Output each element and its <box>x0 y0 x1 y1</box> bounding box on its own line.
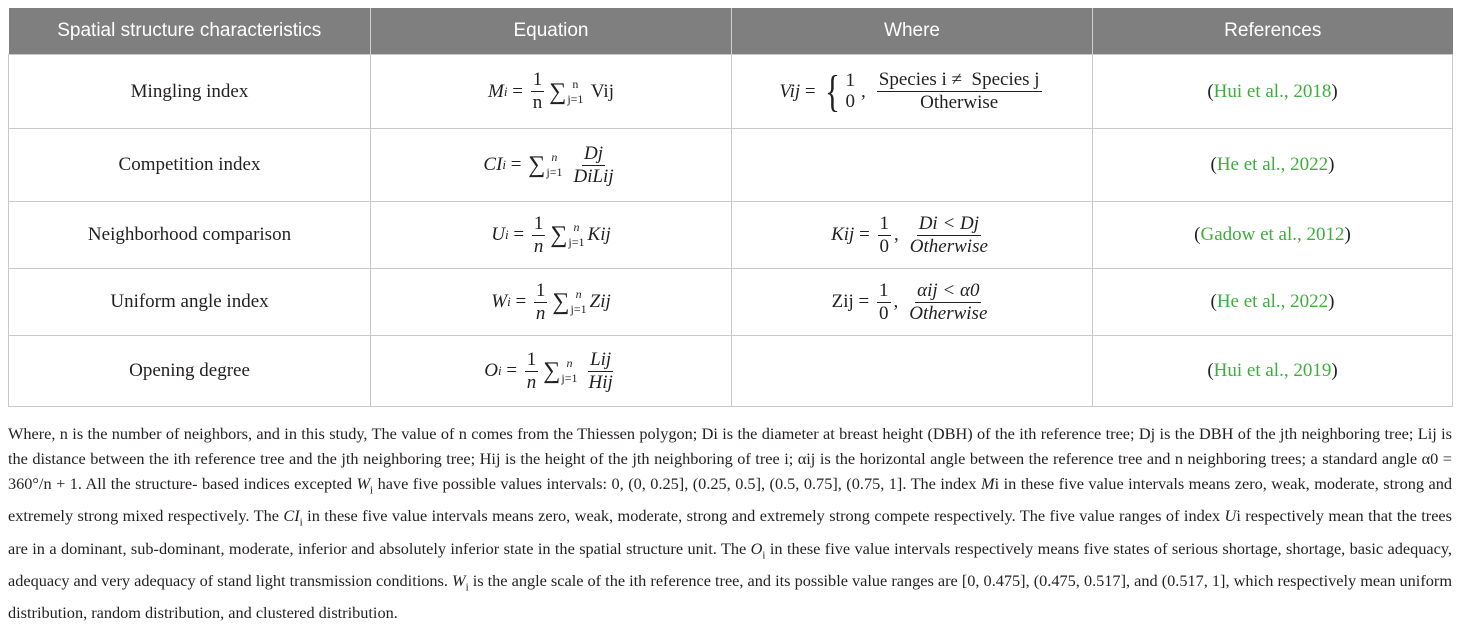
condition-bottom: Otherwise <box>909 235 988 257</box>
neighborhood-equation <box>491 214 611 257</box>
fraction <box>532 214 546 257</box>
sum-lower: j=1 <box>570 302 587 316</box>
opening-degree-equation <box>484 350 618 393</box>
eq-lhs: O <box>484 360 498 381</box>
condition-fraction <box>907 281 989 324</box>
summation-symbol: ∑ <box>543 358 561 384</box>
case-fraction <box>878 214 892 257</box>
condition-fraction <box>877 70 1042 113</box>
uniform-angle-equation <box>491 281 611 324</box>
summation-symbol: ∑ <box>549 78 567 105</box>
row-name: Mingling index <box>9 55 371 129</box>
sum-lower: j=1 <box>568 235 585 249</box>
eq-sign: = <box>501 360 522 381</box>
table-footnote <box>8 421 1452 625</box>
eq-lhs-sub: i <box>497 363 502 378</box>
case-top: 1 <box>879 212 890 234</box>
comma: , <box>861 80 866 102</box>
sum-upper-var: n <box>573 220 580 235</box>
reference-cell <box>1093 269 1453 336</box>
footnote-text: Where, n is the number of neighbors, and in this study, The value of n comes from the Thiessen polygon; Di is the diameter at breast height (DBH) of the ith reference tree; Dj is the DBH of the jth neighboring tree; Lij is the distance between the ith reference tree and the jth neighboring tree; Hij is the height of the jth neighboring of tree i; αij is the horizontal angle between the reference tree and n neighboring trees; a standard angle α0 = 360°/n + 1. All the structure- based indices excepted <box>8 424 1452 493</box>
table-row <box>9 269 1453 336</box>
row-name: Competition index <box>9 129 371 202</box>
where-cell <box>732 202 1093 269</box>
eq-term: Kij <box>587 224 611 245</box>
table-row <box>9 336 1453 407</box>
fraction-2 <box>587 350 615 393</box>
spatial-structure-table <box>8 8 1453 407</box>
footnote-var: W <box>356 474 371 493</box>
footnote-var: U <box>1224 506 1237 526</box>
eq-sign: = <box>853 291 875 312</box>
footnote-text: is the angle scale of the ith reference tree, and its possible value ranges are [0, 0.475], (0.475, 0.517], and (0.517, 1], which respectively mean uniform distribution, random distribution, and clustered distribution. <box>8 570 1452 622</box>
equation-cell <box>371 55 732 129</box>
sum-upper <box>571 288 587 301</box>
footnote-sub: i <box>370 484 374 497</box>
fraction <box>531 70 545 113</box>
reference-cell <box>1093 55 1453 129</box>
summation-limits <box>567 78 583 105</box>
sum-upper: n <box>572 76 579 91</box>
footnote-text: respectively mean that the trees are in a dominant, sub-dominant, moderate, inferior and absolutely inferior state in the spatial structure unit. The <box>8 506 1452 558</box>
paren-open: ( <box>1194 224 1201 245</box>
competition-equation <box>483 144 618 187</box>
equation-cell <box>371 269 732 336</box>
reference-cell <box>1093 202 1453 269</box>
eq-sign: = <box>508 224 529 245</box>
eq-lhs: M <box>488 80 504 102</box>
table-row <box>9 55 1453 129</box>
fraction-denominator: n <box>533 235 544 257</box>
case-bottom: 0 <box>879 302 889 324</box>
footnote-text: in these five value intervals means zero, weak, moderate, strong and extremely strong compete respectively. The five value ranges of index <box>302 506 1225 526</box>
fraction-denominator: n <box>526 371 537 393</box>
summation-limits <box>561 357 577 384</box>
equation-cell <box>371 336 732 407</box>
header-characteristics: Spatial structure characteristics <box>9 8 371 55</box>
summation-limits <box>568 221 584 248</box>
eq-lhs-sub: i <box>503 83 508 99</box>
paren-close: ) <box>1328 154 1335 175</box>
footnote-text: i <box>1236 506 1241 526</box>
paren-close: ) <box>1331 360 1338 381</box>
header-where: Where <box>732 8 1093 55</box>
condition-top: Di < Dj <box>918 212 980 234</box>
fraction-numerator: 1 <box>533 212 544 234</box>
table-container <box>8 8 1452 407</box>
equation-cell <box>371 129 732 202</box>
sum-upper <box>546 151 562 164</box>
paren-open: ( <box>1207 360 1214 381</box>
footnote-text: have five possible values intervals: 0, (0, 0.25], (0.25, 0.5], (0.5, 0.75], (0.75, 1]. The index <box>373 474 981 493</box>
header-equation: Equation <box>371 8 732 55</box>
case-bottom: 0 <box>879 235 890 257</box>
eq-lhs: W <box>491 291 508 312</box>
reference-cell <box>1093 129 1453 202</box>
row-name: Neighborhood comparison <box>9 202 371 269</box>
where-cell-empty <box>732 129 1093 202</box>
header-row <box>9 8 1453 55</box>
fraction <box>525 350 539 393</box>
fraction-denominator: n <box>532 92 543 113</box>
summation-symbol: ∑ <box>528 152 546 178</box>
condition-bottom: Otherwise <box>920 92 999 113</box>
footnote-text: in these five value intervals respectively means five states of serious shortage, shortage, basic adequacy, adequacy and very adequacy of stand light transmission conditions. <box>8 538 1452 590</box>
eq-lhs-sub: i <box>507 294 511 309</box>
eq-lhs-sub: i <box>504 227 509 242</box>
reference-cell <box>1093 336 1453 407</box>
eq-sign: = <box>507 80 528 102</box>
condition-top: Species i ≠ Species j <box>878 69 1040 91</box>
eq-term: Zij <box>589 291 611 312</box>
sum-upper-var: n <box>566 356 573 371</box>
reference-link[interactable]: Hui et al., 2018 <box>1213 80 1332 102</box>
case-top: 1 <box>879 279 889 301</box>
sum-lower: j=1 <box>567 91 584 106</box>
eq-sign: = <box>800 80 821 102</box>
table-row <box>9 129 1453 202</box>
brace: { <box>825 66 841 116</box>
fraction-2-numerator: Lij <box>590 348 612 370</box>
footnote-var: W <box>452 570 466 590</box>
fraction-numerator: 1 <box>526 348 537 370</box>
condition-bottom: Otherwise <box>909 302 988 324</box>
paren-close: ) <box>1344 224 1351 245</box>
sum-upper-var: n <box>575 287 582 302</box>
mingling-equation <box>488 70 614 113</box>
paren-open: ( <box>1207 80 1214 102</box>
paren-close: ) <box>1331 80 1338 102</box>
summation-symbol: ∑ <box>552 289 570 315</box>
reference-link[interactable]: He et al., 2022 <box>1216 154 1329 175</box>
sum-lower: j=1 <box>561 371 578 385</box>
fraction-numerator: Dj <box>584 142 604 164</box>
comma: , <box>893 291 899 312</box>
footnote-var: M <box>981 474 995 493</box>
paren-open: ( <box>1210 154 1217 175</box>
sum-upper <box>568 221 584 234</box>
fraction-denominator: n <box>535 302 546 324</box>
summation-limits <box>546 151 562 178</box>
footnote-var: O <box>750 538 763 558</box>
where-cell <box>732 269 1093 336</box>
sum-upper <box>561 357 577 370</box>
paren-open: ( <box>1210 291 1217 312</box>
eq-term: Vij <box>586 80 614 102</box>
eq-sign: = <box>510 291 531 312</box>
eq-sign: = <box>854 224 875 245</box>
case-value-1: 1 <box>845 69 856 91</box>
where-lhs: Vij <box>779 80 801 102</box>
table-row <box>9 202 1453 269</box>
mingling-where <box>779 66 1044 116</box>
row-name: Uniform angle index <box>9 269 371 336</box>
where-cell-empty <box>732 336 1093 407</box>
footnote-sub: i <box>465 581 469 593</box>
fraction <box>571 144 615 187</box>
footnote-text: i <box>994 474 1000 493</box>
condition-fraction <box>908 214 990 257</box>
case-value-2: 0 <box>845 90 856 112</box>
where-cell <box>732 55 1093 129</box>
reference-link[interactable]: Gadow et al., 2012 <box>1200 224 1345 245</box>
fraction-numerator: 1 <box>535 279 546 301</box>
eq-sign: = <box>506 154 527 175</box>
sum-lower: j=1 <box>546 165 563 179</box>
condition-top: αij < α0 <box>917 279 980 301</box>
eq-lhs: U <box>491 224 505 245</box>
row-name: Opening degree <box>9 336 371 407</box>
summation-symbol: ∑ <box>550 222 568 248</box>
where-lhs: Zij <box>831 291 854 312</box>
footnote-sub: i <box>299 516 303 529</box>
comma: , <box>894 224 899 245</box>
fraction <box>534 281 548 324</box>
fraction-denominator: DiLij <box>573 165 614 187</box>
uniform-angle-where <box>832 281 993 324</box>
eq-lhs-sub: i <box>502 157 507 172</box>
case-fraction <box>877 281 891 324</box>
where-lhs: Kij <box>831 224 855 245</box>
reference-link[interactable]: Hui et al., 2019 <box>1213 360 1332 381</box>
footnote-sub: i <box>762 548 766 561</box>
fraction-2-denominator: Hij <box>588 371 613 393</box>
fraction-numerator: 1 <box>532 69 543 91</box>
equation-cell <box>371 202 732 269</box>
cases <box>846 71 856 113</box>
sum-upper-var: n <box>551 150 558 165</box>
footnote-text: in these five value intervals means zero, weak, moderate, strong and extremely strong mixed respectively. The <box>8 474 1452 526</box>
paren-close: ) <box>1328 291 1335 312</box>
neighborhood-where <box>831 214 993 257</box>
summation-limits <box>571 288 587 315</box>
reference-link[interactable]: He et al., 2022 <box>1216 291 1329 312</box>
header-references: References <box>1093 8 1453 55</box>
footnote-var: CI <box>283 506 300 526</box>
eq-lhs: CI <box>483 154 503 175</box>
